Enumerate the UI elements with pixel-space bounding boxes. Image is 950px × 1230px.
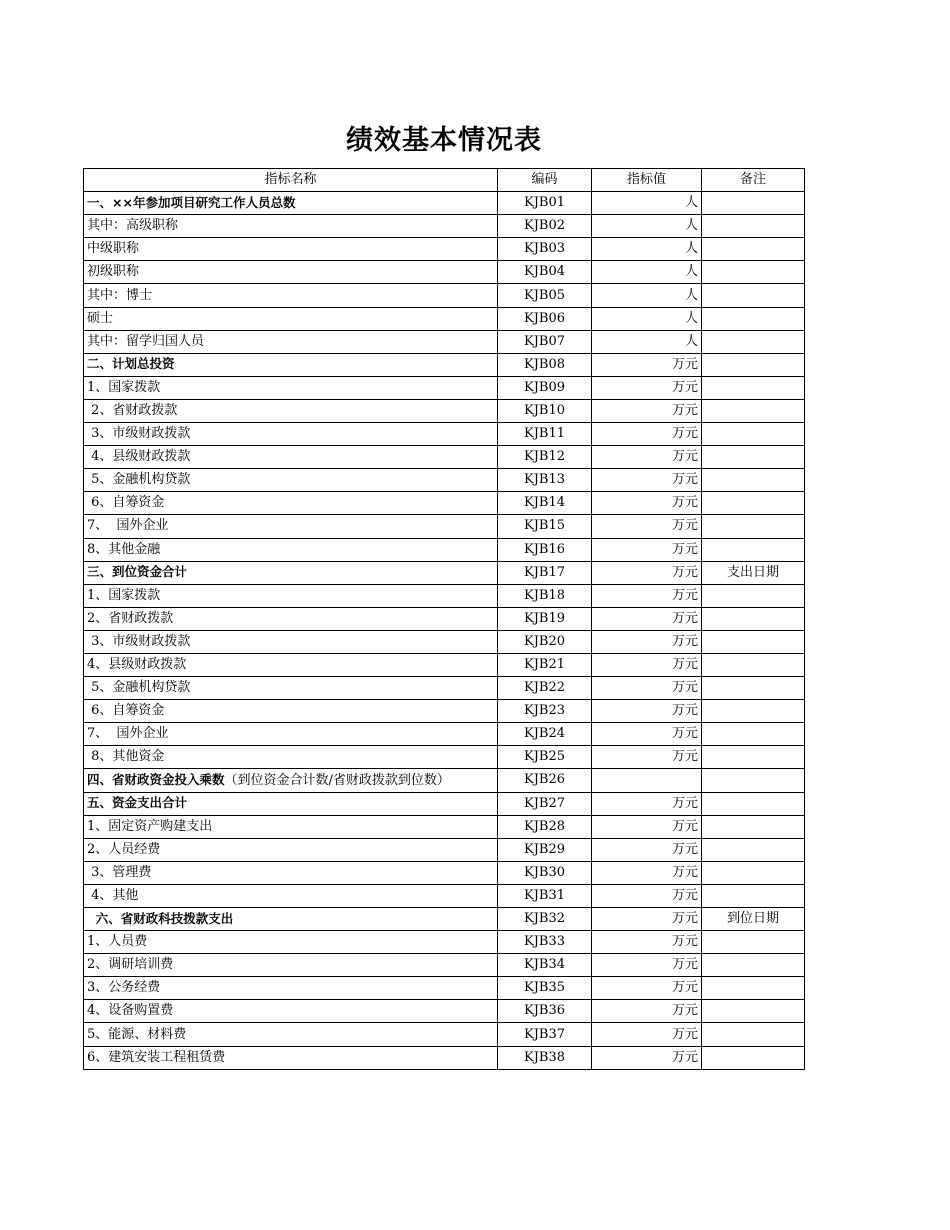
table-header-row	[84, 169, 805, 192]
indicator-code: KJB02	[498, 215, 592, 238]
indicator-name-cell	[84, 1023, 498, 1046]
indicator-name: 1、固定资产购建支出	[87, 818, 213, 834]
indicator-note[interactable]	[702, 931, 805, 954]
indicator-code: KJB19	[498, 607, 592, 630]
indicator-code: KJB35	[498, 977, 592, 1000]
indicator-name: 3、市级财政拨款	[87, 633, 191, 649]
indicator-note[interactable]	[702, 1000, 805, 1023]
indicator-note[interactable]	[702, 261, 805, 284]
indicator-name: 二、计划总投资	[87, 356, 175, 372]
indicator-name-cell	[84, 284, 498, 307]
indicator-note[interactable]	[702, 861, 805, 884]
indicator-code: KJB32	[498, 908, 592, 931]
header-value: 指标值	[592, 169, 702, 192]
indicator-code: KJB28	[498, 815, 592, 838]
indicator-note[interactable]	[702, 538, 805, 561]
indicator-value-unit[interactable]: 万元	[592, 376, 702, 399]
indicator-note[interactable]	[702, 1023, 805, 1046]
indicator-note[interactable]	[702, 215, 805, 238]
indicator-value-unit[interactable]: 万元	[592, 1046, 702, 1069]
indicator-name-cell	[84, 884, 498, 907]
indicator-code: KJB26	[498, 769, 592, 792]
indicator-name-cell	[84, 307, 498, 330]
table-row	[84, 908, 805, 931]
table-row	[84, 746, 805, 769]
indicator-code: KJB21	[498, 653, 592, 676]
indicator-note[interactable]	[702, 700, 805, 723]
indicator-name-cell	[84, 977, 498, 1000]
indicator-value-unit[interactable]: 万元	[592, 353, 702, 376]
indicator-name: 2、调研培训费	[87, 957, 174, 973]
indicator-value-unit[interactable]: 万元	[592, 746, 702, 769]
indicator-name: 初级职称	[87, 264, 140, 280]
table-row	[84, 677, 805, 700]
indicator-value-unit[interactable]: 人	[592, 215, 702, 238]
table-row	[84, 492, 805, 515]
indicator-name: 3、公务经费	[87, 980, 161, 996]
indicator-value-unit[interactable]: 万元	[592, 607, 702, 630]
table-row	[84, 630, 805, 653]
indicator-code: KJB10	[498, 399, 592, 422]
indicator-name-cell	[84, 931, 498, 954]
indicator-code: KJB03	[498, 238, 592, 261]
indicator-name-cell	[84, 538, 498, 561]
indicator-name-cell	[84, 792, 498, 815]
indicator-name-cell	[84, 653, 498, 676]
table-row	[84, 954, 805, 977]
indicator-value-unit[interactable]: 万元	[592, 908, 702, 931]
table-row	[84, 700, 805, 723]
indicator-name: 五、资金支出合计	[87, 795, 188, 811]
table-row	[84, 1023, 805, 1046]
indicator-value-unit[interactable]: 万元	[592, 561, 702, 584]
indicator-note[interactable]	[702, 977, 805, 1000]
table-row	[84, 376, 805, 399]
indicator-name-cell	[84, 561, 498, 584]
indicator-value-unit[interactable]: 万元	[592, 399, 702, 422]
indicator-code: KJB15	[498, 515, 592, 538]
indicator-name: 7、 国外企业	[87, 726, 169, 742]
indicator-value-unit[interactable]: 万元	[592, 700, 702, 723]
indicator-value-unit[interactable]: 万元	[592, 423, 702, 446]
indicator-value-unit[interactable]: 万元	[592, 538, 702, 561]
indicator-code: KJB14	[498, 492, 592, 515]
indicator-note[interactable]	[702, 677, 805, 700]
indicator-code: KJB22	[498, 677, 592, 700]
indicator-value-unit[interactable]: 万元	[592, 469, 702, 492]
indicator-name: 4、县级财政拨款	[87, 449, 191, 465]
table-row	[84, 330, 805, 353]
indicator-name-cell	[84, 469, 498, 492]
indicator-value-unit[interactable]: 人	[592, 330, 702, 353]
indicator-name-cell	[84, 908, 498, 931]
indicator-note[interactable]	[702, 330, 805, 353]
indicator-name: 3、管理费	[87, 864, 152, 880]
indicator-name-cell	[84, 215, 498, 238]
indicator-note[interactable]	[702, 630, 805, 653]
indicator-name: 1、人员费	[87, 934, 148, 950]
table-row	[84, 399, 805, 422]
indicator-name-cell	[84, 700, 498, 723]
indicator-code: KJB37	[498, 1023, 592, 1046]
indicator-name: 2、省财政拨款	[87, 402, 178, 418]
indicator-name-cell	[84, 769, 498, 792]
indicator-name: 硕士	[87, 310, 114, 326]
indicator-code: KJB09	[498, 376, 592, 399]
indicator-value-unit[interactable]: 万元	[592, 792, 702, 815]
indicator-code: KJB13	[498, 469, 592, 492]
indicator-note[interactable]	[702, 307, 805, 330]
indicator-value-unit[interactable]: 万元	[592, 446, 702, 469]
indicator-value-unit[interactable]: 万元	[592, 1000, 702, 1023]
indicator-name-cell	[84, 630, 498, 653]
indicator-name-cell	[84, 238, 498, 261]
indicator-value-unit[interactable]: 万元	[592, 1023, 702, 1046]
indicator-value-unit[interactable]: 万元	[592, 838, 702, 861]
table-row	[84, 284, 805, 307]
indicator-name-cell	[84, 584, 498, 607]
page-title: 绩效基本情况表	[346, 125, 542, 156]
indicator-note[interactable]	[702, 607, 805, 630]
indicator-value-unit[interactable]: 万元	[592, 815, 702, 838]
indicator-value-unit[interactable]: 人	[592, 192, 702, 215]
table-row	[84, 307, 805, 330]
indicator-name: 4、县级财政拨款	[87, 657, 187, 673]
indicator-note[interactable]: 到位日期	[702, 908, 805, 931]
indicator-note[interactable]	[702, 884, 805, 907]
indicator-note[interactable]	[702, 376, 805, 399]
indicator-code: KJB23	[498, 700, 592, 723]
table-row	[84, 446, 805, 469]
table-row	[84, 884, 805, 907]
indicator-name: 2、省财政拨款	[87, 610, 174, 626]
table-row	[84, 423, 805, 446]
indicator-name: 5、能源、材料费	[87, 1026, 187, 1042]
indicator-note[interactable]	[702, 1046, 805, 1069]
indicator-name-note: （到位资金合计数/省财政拨款到位数）	[224, 772, 450, 788]
indicator-value-unit[interactable]: 人	[592, 238, 702, 261]
indicator-name: 其中：留学归国人员	[87, 333, 205, 349]
indicator-code: KJB04	[498, 261, 592, 284]
indicator-note[interactable]	[702, 815, 805, 838]
indicator-name-cell	[84, 815, 498, 838]
indicator-code: KJB20	[498, 630, 592, 653]
indicator-name: 7、 国外企业	[87, 518, 169, 534]
table-row	[84, 792, 805, 815]
indicator-name-cell	[84, 399, 498, 422]
indicator-code: KJB25	[498, 746, 592, 769]
table-row	[84, 538, 805, 561]
header-code: 编码	[498, 169, 592, 192]
table-row	[84, 861, 805, 884]
indicator-name: 1、国家拨款	[87, 379, 161, 395]
table-row	[84, 215, 805, 238]
table-row	[84, 977, 805, 1000]
indicator-name-cell	[84, 677, 498, 700]
indicator-note[interactable]	[702, 515, 805, 538]
indicator-code: KJB16	[498, 538, 592, 561]
indicator-code: KJB33	[498, 931, 592, 954]
indicator-name-cell	[84, 353, 498, 376]
table-row	[84, 653, 805, 676]
table-row	[84, 192, 805, 215]
indicator-name: 5、金融机构贷款	[87, 680, 191, 696]
indicator-value-unit[interactable]: 万元	[592, 884, 702, 907]
indicator-name: 三、到位资金合计	[87, 564, 188, 580]
indicator-name-cell	[84, 515, 498, 538]
indicator-code: KJB31	[498, 884, 592, 907]
indicator-note[interactable]	[702, 954, 805, 977]
table-row	[84, 561, 805, 584]
indicator-code: KJB17	[498, 561, 592, 584]
indicator-value-unit[interactable]: 万元	[592, 630, 702, 653]
indicator-name-cell	[84, 838, 498, 861]
indicator-note[interactable]	[702, 723, 805, 746]
indicator-name: 其中：博士	[87, 287, 153, 303]
performance-table	[83, 168, 805, 1070]
indicator-name: 6、自筹资金	[87, 703, 165, 719]
indicator-code: KJB29	[498, 838, 592, 861]
indicator-code: KJB38	[498, 1046, 592, 1069]
indicator-name: 中级职称	[87, 241, 140, 257]
indicator-value-unit[interactable]: 万元	[592, 677, 702, 700]
indicator-value-unit[interactable]: 万元	[592, 723, 702, 746]
table-row	[84, 815, 805, 838]
table-row	[84, 1000, 805, 1023]
indicator-note[interactable]	[702, 192, 805, 215]
indicator-note[interactable]	[702, 284, 805, 307]
indicator-name-cell	[84, 723, 498, 746]
header-note: 备注	[702, 169, 805, 192]
table-row	[84, 353, 805, 376]
indicator-code: KJB18	[498, 584, 592, 607]
table-body	[84, 192, 805, 1070]
indicator-code: KJB36	[498, 1000, 592, 1023]
indicator-code: KJB27	[498, 792, 592, 815]
indicator-name: 8、其他资金	[87, 749, 165, 765]
indicator-name-cell	[84, 446, 498, 469]
indicator-name: 3、市级财政拨款	[87, 426, 191, 442]
indicator-name-cell	[84, 261, 498, 284]
indicator-value-unit[interactable]: 万元	[592, 584, 702, 607]
indicator-note[interactable]	[702, 423, 805, 446]
table-row	[84, 469, 805, 492]
indicator-note[interactable]	[702, 492, 805, 515]
table-row	[84, 723, 805, 746]
table-row	[84, 607, 805, 630]
indicator-name: 5、金融机构贷款	[87, 472, 191, 488]
indicator-note[interactable]	[702, 746, 805, 769]
indicator-name: 4、其他	[87, 887, 139, 903]
indicator-name: 2、人员经费	[87, 841, 161, 857]
indicator-note[interactable]	[702, 238, 805, 261]
indicator-value-unit[interactable]: 万元	[592, 861, 702, 884]
indicator-note[interactable]	[702, 838, 805, 861]
indicator-note[interactable]	[702, 353, 805, 376]
indicator-note[interactable]	[702, 469, 805, 492]
indicator-value-unit[interactable]: 万元	[592, 492, 702, 515]
table-row	[84, 238, 805, 261]
indicator-code: KJB34	[498, 954, 592, 977]
indicator-name-cell	[84, 607, 498, 630]
table-row	[84, 769, 805, 792]
indicator-value-unit[interactable]: 人	[592, 261, 702, 284]
indicator-name: 其中：高级职称	[87, 218, 179, 234]
indicator-name-cell	[84, 1046, 498, 1069]
table-row	[84, 1046, 805, 1069]
indicator-name-cell	[84, 330, 498, 353]
indicator-name: 4、设备购置费	[87, 1003, 174, 1019]
indicator-code: KJB24	[498, 723, 592, 746]
indicator-name: 1、国家拨款	[87, 587, 161, 603]
indicator-name-cell	[84, 954, 498, 977]
header-name: 指标名称	[84, 169, 498, 192]
indicator-value-unit[interactable]: 万元	[592, 515, 702, 538]
indicator-name: 6、建筑安装工程租赁费	[87, 1049, 226, 1065]
indicator-code: KJB12	[498, 446, 592, 469]
indicator-name: 8、其他金融	[87, 541, 161, 557]
indicator-code: KJB01	[498, 192, 592, 215]
table-row	[84, 931, 805, 954]
indicator-name: 六、省财政科技拨款支出	[87, 910, 234, 926]
indicator-name-cell	[84, 192, 498, 215]
indicator-value-unit[interactable]: 人	[592, 307, 702, 330]
table-row	[84, 838, 805, 861]
indicator-name-cell	[84, 1000, 498, 1023]
indicator-note[interactable]	[702, 792, 805, 815]
indicator-value-unit[interactable]: 万元	[592, 931, 702, 954]
indicator-name-cell	[84, 492, 498, 515]
indicator-code: KJB30	[498, 861, 592, 884]
indicator-value-unit[interactable]: 万元	[592, 954, 702, 977]
indicator-code: KJB06	[498, 307, 592, 330]
indicator-code: KJB07	[498, 330, 592, 353]
table-row	[84, 261, 805, 284]
indicator-name-cell	[84, 746, 498, 769]
indicator-name: 四、省财政资金投入乘数	[87, 771, 225, 787]
indicator-name: 6、自筹资金	[87, 495, 165, 511]
indicator-value-unit[interactable]: 万元	[592, 977, 702, 1000]
indicator-note[interactable]	[702, 446, 805, 469]
indicator-name-cell	[84, 861, 498, 884]
indicator-code: KJB05	[498, 284, 592, 307]
table-row	[84, 515, 805, 538]
indicator-name-cell	[84, 376, 498, 399]
indicator-note[interactable]	[702, 399, 805, 422]
indicator-note[interactable]	[702, 653, 805, 676]
indicator-value-unit[interactable]	[592, 769, 702, 792]
indicator-code: KJB08	[498, 353, 592, 376]
indicator-value-unit[interactable]: 人	[592, 284, 702, 307]
indicator-note[interactable]: 支出日期	[702, 561, 805, 584]
table-row	[84, 584, 805, 607]
indicator-value-unit[interactable]: 万元	[592, 653, 702, 676]
indicator-name: 一、××年参加项目研究工作人员总数	[87, 194, 296, 210]
indicator-note[interactable]	[702, 584, 805, 607]
indicator-code: KJB11	[498, 423, 592, 446]
indicator-note[interactable]	[702, 769, 805, 792]
indicator-name-cell	[84, 423, 498, 446]
